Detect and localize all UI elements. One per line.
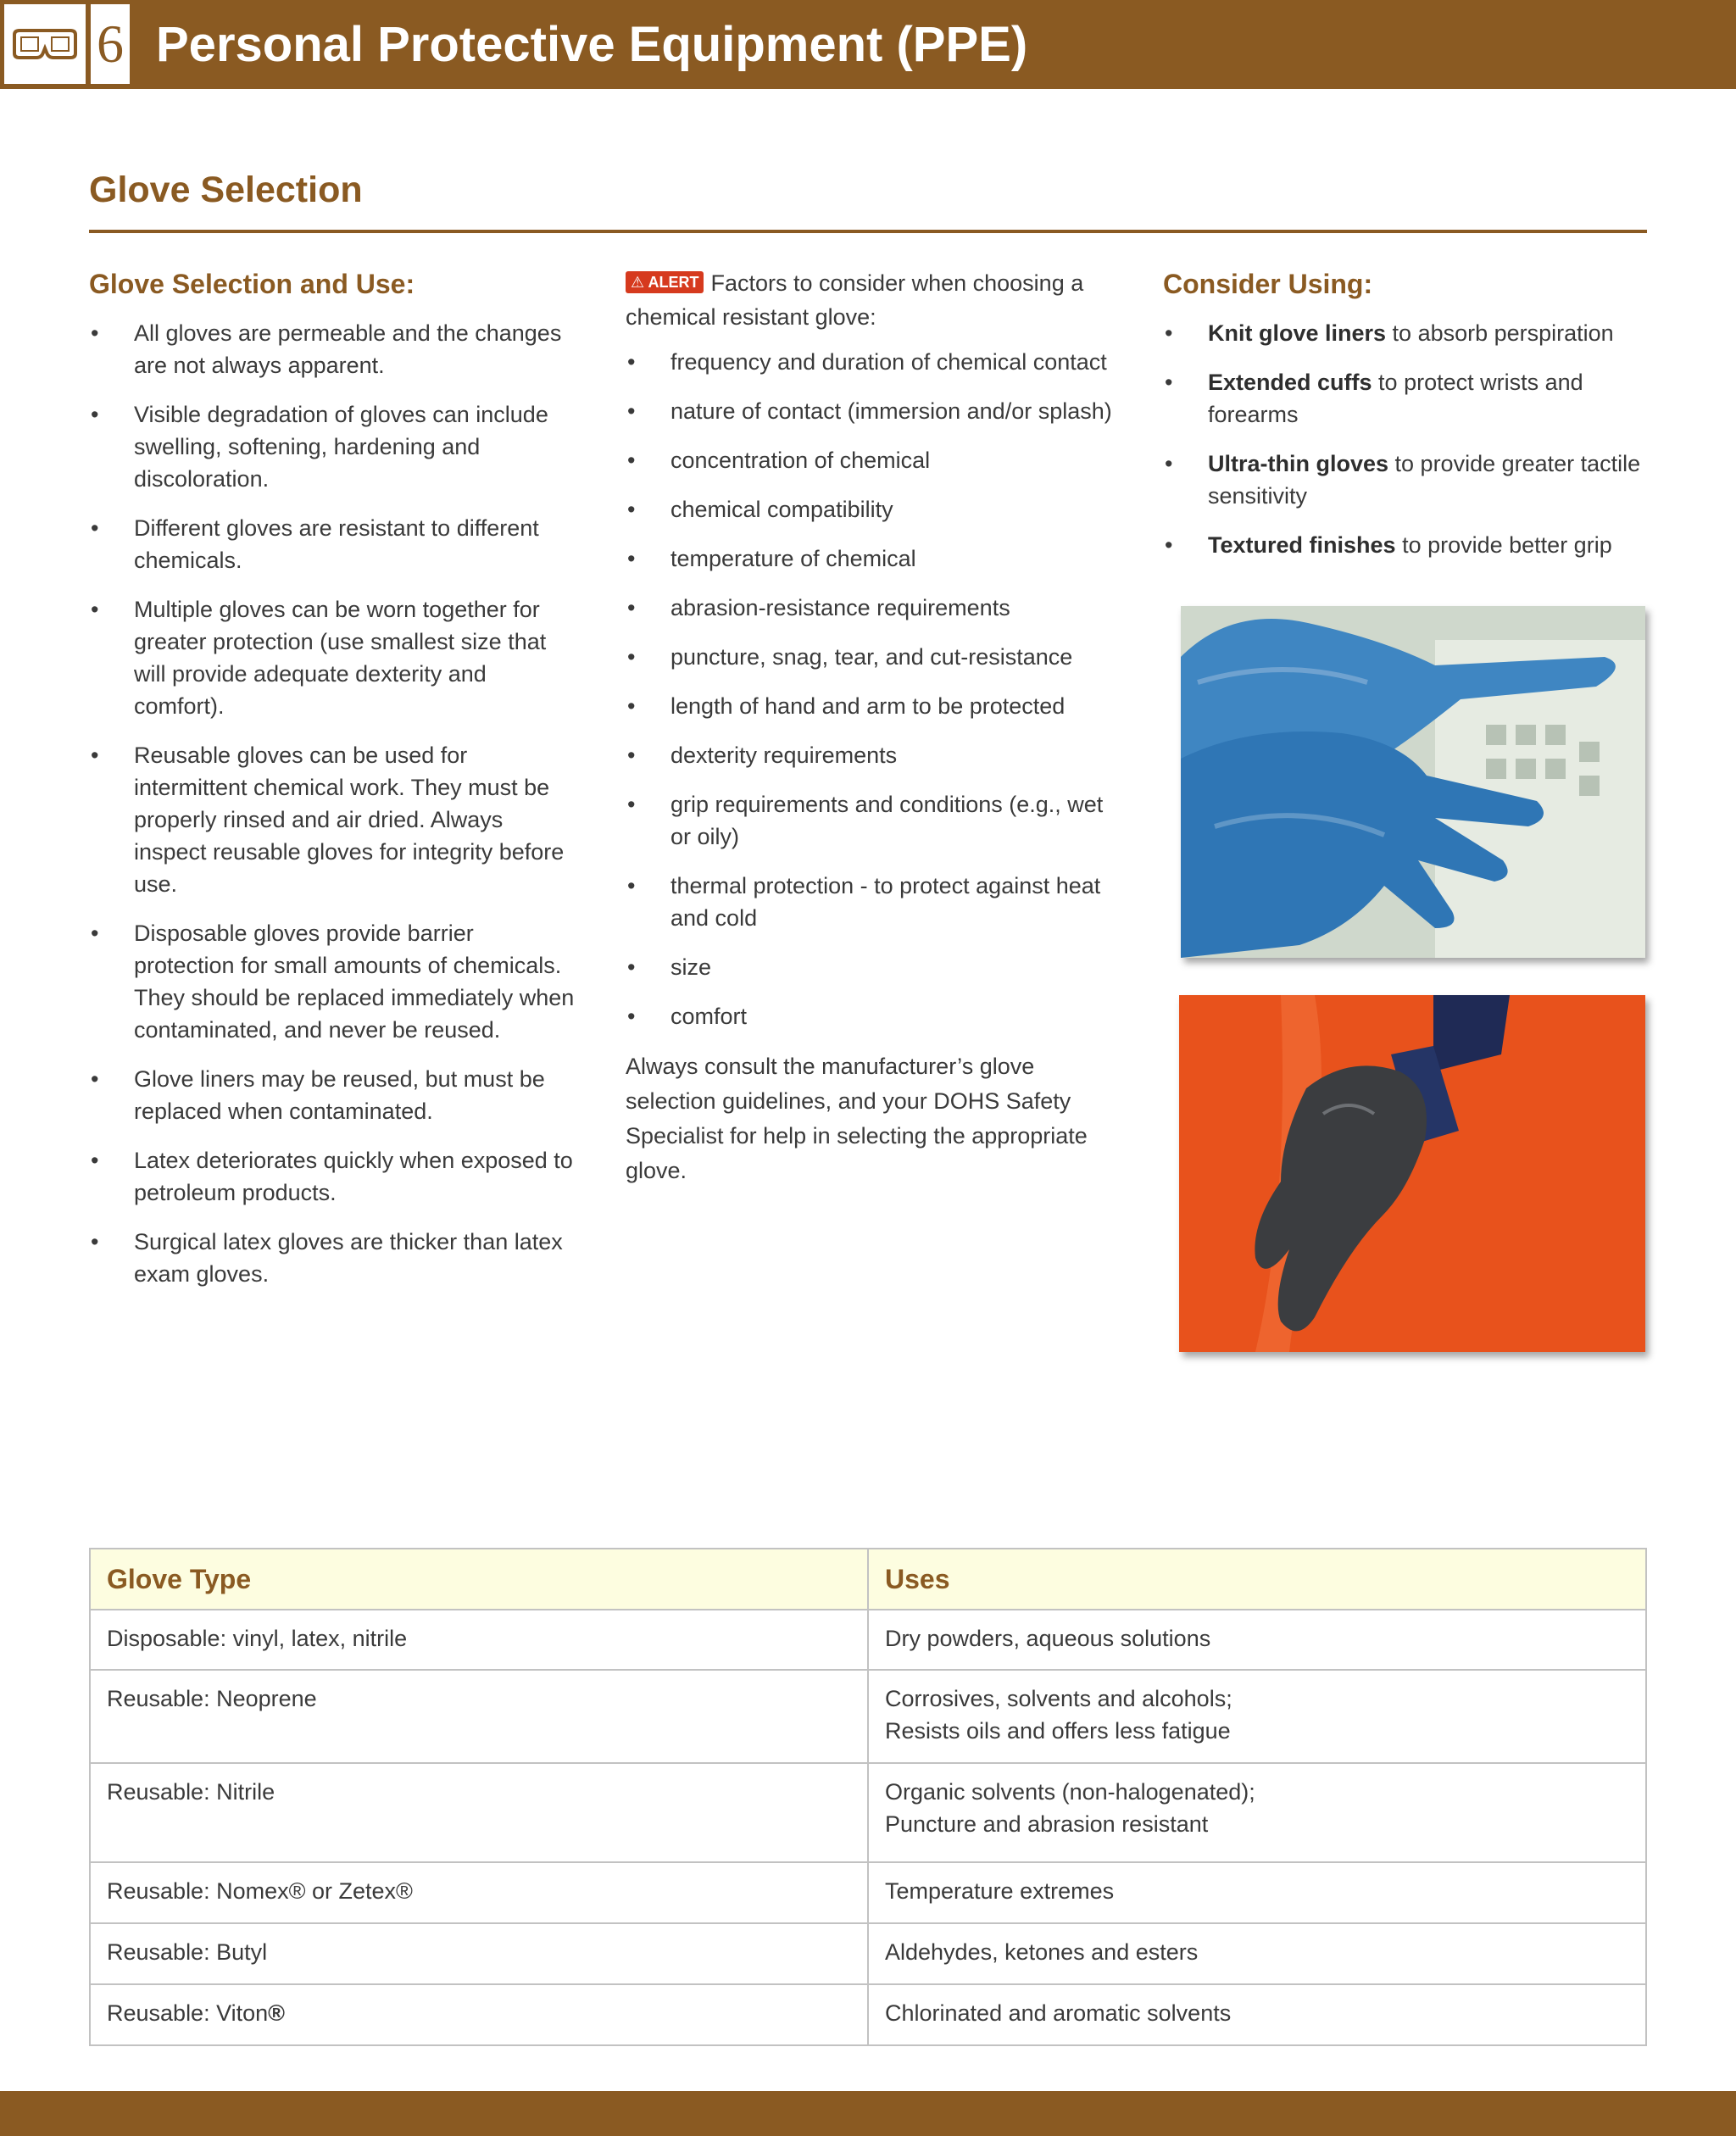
uses-cell [868,1763,1646,1862]
selection-use-heading: Glove Selection and Use: [89,269,415,299]
consider-using-column [1163,263,1650,578]
table-row [90,1763,1646,1862]
uses-cell: Aldehydes, ketones and esters [868,1923,1646,1984]
alert-label: ALERT [648,274,699,291]
registered-mark: ® [268,2000,286,2026]
uses-line: Organic solvents (non-halogenated); [885,1779,1255,1805]
list-item: • Glove liners may be reused, but must be replaced when contaminated. [89,1063,576,1127]
factors-intro [626,266,1126,334]
list-item: • nature of contact (immersion and/or splash) [626,395,1126,427]
section-divider [89,230,1647,233]
uses-line: Corrosives, solvents and alcohols; [885,1686,1232,1711]
list-item: • All gloves are permeable and the changes are not always apparent. [89,317,576,381]
consider-heading: Consider Using: [1163,269,1373,299]
glove-type-cell: Reusable: Nitrile [90,1763,868,1862]
list-item: • Disposable gloves provide barrier protection for small amounts of chemicals. They should be replaced immediately when contaminated, and never be reused. [89,917,576,1046]
table-header-row [90,1549,1646,1610]
black-glove-photo [1179,995,1645,1352]
page-title: Personal Protective Equipment (PPE) [156,17,1028,72]
blue-gloves-photo [1181,606,1645,958]
list-item: • abrasion-resistance requirements [626,592,1126,624]
uses-cell: Dry powders, aqueous solutions [868,1610,1646,1670]
list-item: • Surgical latex gloves are thicker than latex exam gloves. [89,1226,576,1290]
section-title: Glove Selection [89,170,363,210]
uses-line: Resists oils and offers less fatigue [885,1718,1231,1744]
uses-cell: Chlorinated and aromatic solvents [868,1984,1646,2045]
uses-line: Puncture and abrasion resistant [885,1811,1209,1837]
factors-column [626,263,1126,1188]
table-row [90,1862,1646,1923]
list-item: • Latex deteriorates quickly when exposed to petroleum products. [89,1144,576,1209]
list-item: • Multiple gloves can be worn together for greater protection (use smallest size that will provide adequate dexterity and comfort). [89,593,576,722]
list-item: • Extended cuffs to protect wrists and forearms [1163,366,1650,431]
uses-cell [868,1670,1646,1763]
list-item: • thermal protection - to protect against heat and cold [626,870,1126,934]
consider-list [1163,317,1650,561]
glove-type-cell: Reusable: Neoprene [90,1670,868,1763]
list-item: • Ultra-thin gloves to provide greater tactile sensitivity [1163,448,1650,512]
table-row [90,1984,1646,2045]
list-item: • Visible degradation of gloves can include swelling, softening, hardening and discoloration. [89,398,576,495]
list-item: • Knit glove liners to absorb perspiration [1163,317,1650,349]
column-header-uses: Uses [868,1549,1646,1610]
list-item: • puncture, snag, tear, and cut-resistance [626,641,1126,673]
consult-text: Always consult the manufacturer’s glove selection guidelines, and your DOHS Safety Specialist for help in selecting the appropriate glove. [626,1054,1088,1183]
glove-type-cell [90,1984,868,2045]
list-item: • concentration of chemical [626,444,1126,476]
glove-type-cell: Disposable: vinyl, latex, nitrile [90,1610,868,1670]
alert-badge: ⚠ ALERT [626,271,704,293]
glove-type-cell: Reusable: Nomex® or Zetex® [90,1862,868,1923]
list-item: • chemical compatibility [626,493,1126,526]
list-item: • dexterity requirements [626,739,1126,771]
table-row [90,1670,1646,1763]
footer-bar [0,2091,1736,2136]
chapter-number-box [89,3,131,86]
factors-list [626,346,1126,1032]
table-row [90,1610,1646,1670]
list-item: • comfort [626,1000,1126,1032]
list-item: • frequency and duration of chemical contact [626,346,1126,378]
list-item: • Reusable gloves can be used for intermittent chemical work. They must be properly rinsed and air dried. Always inspect reusable gloves for integrity before use. [89,739,576,900]
table-row [90,1923,1646,1984]
column-header-glove-type: Glove Type [90,1549,868,1610]
factors-intro-text: Factors to consider when choosing a chemical resistant glove: [626,270,1084,330]
glove-type-text: Reusable: Viton [107,2000,269,2026]
glove-selection-use-column [89,263,576,1307]
list-item: • Textured finishes to provide better grip [1163,529,1650,561]
list-item: • Different gloves are resistant to different chemicals. [89,512,576,576]
list-item: • temperature of chemical [626,542,1126,575]
list-item: • grip requirements and conditions (e.g., wet or oily) [626,788,1126,853]
header-bar [0,0,1736,89]
glove-type-cell: Reusable: Butyl [90,1923,868,1984]
list-item: • length of hand and arm to be protected [626,690,1126,722]
chapter-number: 6 [97,14,124,74]
selection-use-list [89,317,576,1290]
uses-cell: Temperature extremes [868,1862,1646,1923]
list-item: • size [626,951,1126,983]
goggles-icon [3,3,87,86]
glove-type-table [89,1548,1647,2046]
